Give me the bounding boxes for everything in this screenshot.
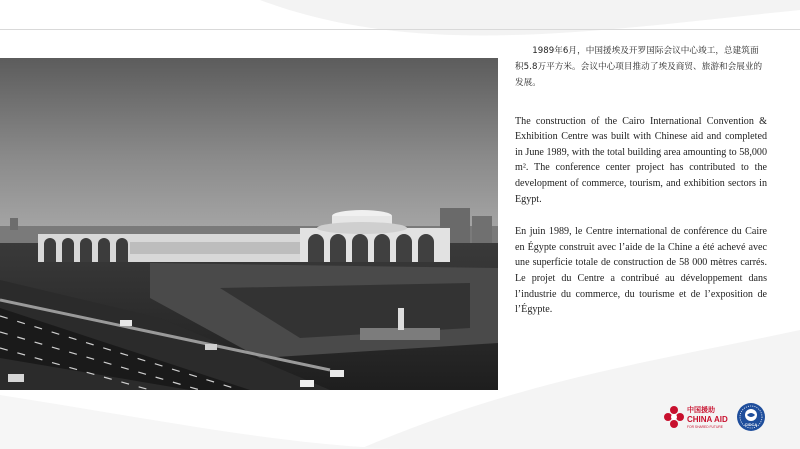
china-aid-tagline-text: FOR SHARED FUTURE [687, 425, 723, 429]
description-column [515, 43, 767, 318]
china-aid-cn-text: 中国援助 [687, 406, 715, 414]
header-rule [0, 29, 800, 30]
description-english: The construction of the Cairo International Convention & Exhibition Centre was built with Chinese aid and completed in June 1989, with the total building area amounting to 58,000 m². The conference center project has contributed to the development of commerce, tourism, and exhibition sectors in Egypt. [515, 115, 767, 205]
china-aid-logo [664, 401, 730, 435]
cairo-convention-centre-photo [0, 58, 498, 390]
china-aid-en-text: CHINA AID [687, 415, 728, 424]
china-aid-emblem-icon [664, 406, 684, 428]
description-chinese: 1989年6月，中国援埃及开罗国际会议中心竣工，总建筑面积5.8万平方米。会议中心项目推动了埃及商贸、旅游和会展业的发展。 [515, 46, 763, 89]
cidca-label-text: CIDCA [744, 422, 758, 427]
cidca-logo [736, 402, 766, 432]
description-french: En juin 1989, le Centre international de conférence du Caire en Égypte construit avec l’aide de la Chine a été achevé avec une superficie totale de construction de 58 000 mètres carrés. Le projet du Centre a contribué au développement dans l’industrie du commerce, du tourisme et de l’exposition de l’Égypte. [515, 226, 767, 316]
